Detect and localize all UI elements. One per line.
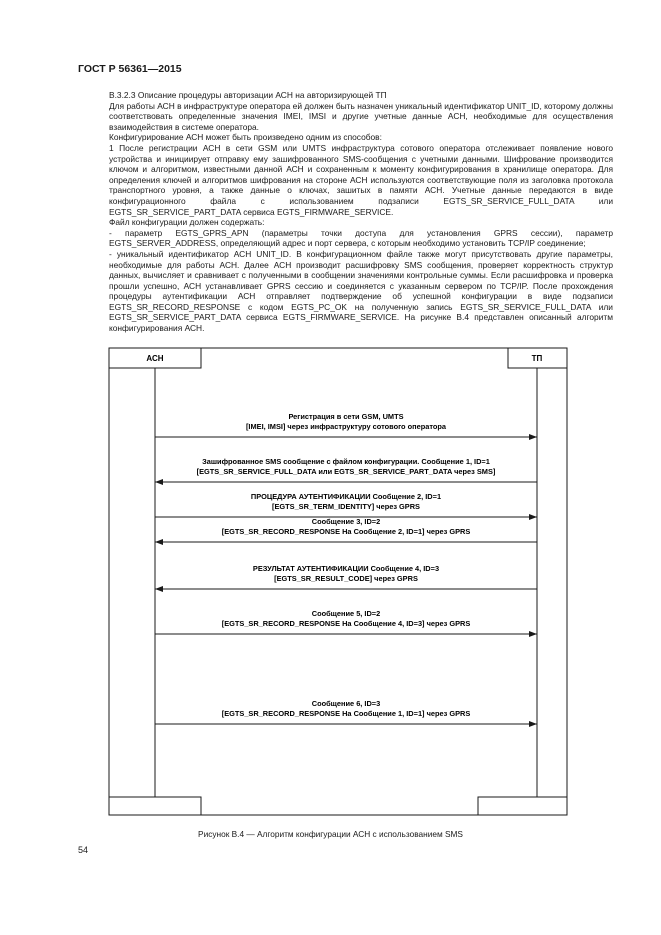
section-heading: В.3.2.3 Описание процедуры авторизации АСН на авторизирующей ТП xyxy=(109,90,387,100)
list-item: - уникальный идентификатор АСН UNIT_ID. В конфигурационном файле также могут присутствовать другие параметры, необходимые для работы АСН. Далее АСН производит расшифровку SMS сообщения, проверяет корректность структур данных, вычисляет и сравнивает с полученными в сообщении значениями контрольные суммы. Если расшифровка и проверка прошли успешно, АСН устанавливает GPRS сессию и соединяется с указанным сервером по TCP/IP. После прохождения процедуры аутентификации АСН отправляет подтверждение об успешной конфигурации в виде подзаписи EGTS_SR_RECORD_RESPONSE с кодом EGTS_PC_OK на полученную запись EGTS_SR_SERVICE_FULL_DATA или EGTS_SR_SERVICE_PART_DATA сервиса EGTS_FIRMWARE_SERVICE. На рисунке В.4 представлен описанный алгоритм конфигурирования АСН. xyxy=(109,248,613,334)
message-detail: [EGTS_SR_RECORD_RESPONSE На Сообщение 1, ID=1] через GPRS xyxy=(221,709,471,718)
message-label: Сообщение 3, ID=2 xyxy=(311,517,381,526)
message-detail: [EGTS_SR_TERM_IDENTITY] через GPRS xyxy=(271,502,421,511)
message-label: Зашифрованное SMS сообщение с файлом конфигурации. Сообщение 1, ID=1 xyxy=(202,457,490,466)
message-label: ПРОЦЕДУРА АУТЕНТИФИКАЦИИ Сообщение 2, ID=1 xyxy=(250,492,442,501)
message-label: Сообщение 6, ID=3 xyxy=(311,699,381,708)
document-header: ГОСТ Р 56361—2015 xyxy=(78,63,182,75)
message-label: Регистрация в сети GSM, UMTS xyxy=(288,412,404,421)
list-item: - параметр EGTS_GPRS_APN (параметры точки доступа для установления GPRS сессии), параметр EGTS_SERVER_ADDRESS, определяющий адрес и порт сервера, с которым необходимо установить TCP/IP соединение; xyxy=(109,227,613,249)
paragraph: 1 После регистрации АСН в сети GSM или UMTS инфраструктура сотового оператора отслеживает появление нового устройства и инициирует отправку ему зашифрованного SMS-сообщения с учетными данными. Шифрование производится ключом и алгоритмом, известными данной АСН и сохраненным к моменту конфигурирования в хранилище оператора. Для определения ключей и алгоритмов шифрования на стороне АСН используются соответствующие поля из заголовка протокола транспортного уровня, а также данные о ключах, зашитых в памяти АСН. Учетные данные передаются в виде конфигурационного файла с использованием подзаписи EGTS_SR_SERVICE_FULL_DATA или EGTS_SR_SERVICE_PART_DATA сервиса EGTS_FIRMWARE_SERVICE. xyxy=(109,142,613,217)
participant-tp-footer xyxy=(478,797,567,815)
paragraph: Конфигурирование АСН может быть произведено одним из способов: xyxy=(109,132,382,143)
message-label: Сообщение 5, ID=2 xyxy=(311,609,381,618)
participant-ash-footer xyxy=(109,797,201,815)
paragraph: Для работы АСН в инфраструктуре оператора ей должен быть назначен уникальный идентификатор UNIT_ID, которому должны соответствовать определенные значения IMEI, IMSI и другие учетные данные АСН, необходимые для осуществления взаимодействия в системе оператора. xyxy=(109,100,613,132)
figure-caption: Рисунок В.4 — Алгоритм конфигурации АСН с использованием SMS xyxy=(198,829,463,839)
message-detail: [EGTS_SR_SERVICE_FULL_DATA или EGTS_SR_SERVICE_PART_DATA через SMS] xyxy=(196,467,496,476)
participant-ash-label: АСН xyxy=(146,354,164,363)
message-detail: [EGTS_SR_RECORD_RESPONSE На Сообщение 4, ID=3] через GPRS xyxy=(221,619,471,628)
message-detail: [EGTS_SR_RESULT_CODE] через GPRS xyxy=(274,574,418,583)
message-detail: [IMEI, IMSI] через инфраструктуру сотового оператора xyxy=(245,422,447,431)
paragraph: Файл конфигурации должен содержать: xyxy=(109,217,265,228)
message-detail: [EGTS_SR_RECORD_RESPONSE На Сообщение 2, ID=1] через GPRS xyxy=(221,527,471,536)
page-number: 54 xyxy=(78,845,89,855)
message-label: РЕЗУЛЬТАТ АУТЕНТИФИКАЦИИ Сообщение 4, ID=3 xyxy=(252,564,440,573)
participant-tp-label: ТП xyxy=(531,354,543,363)
